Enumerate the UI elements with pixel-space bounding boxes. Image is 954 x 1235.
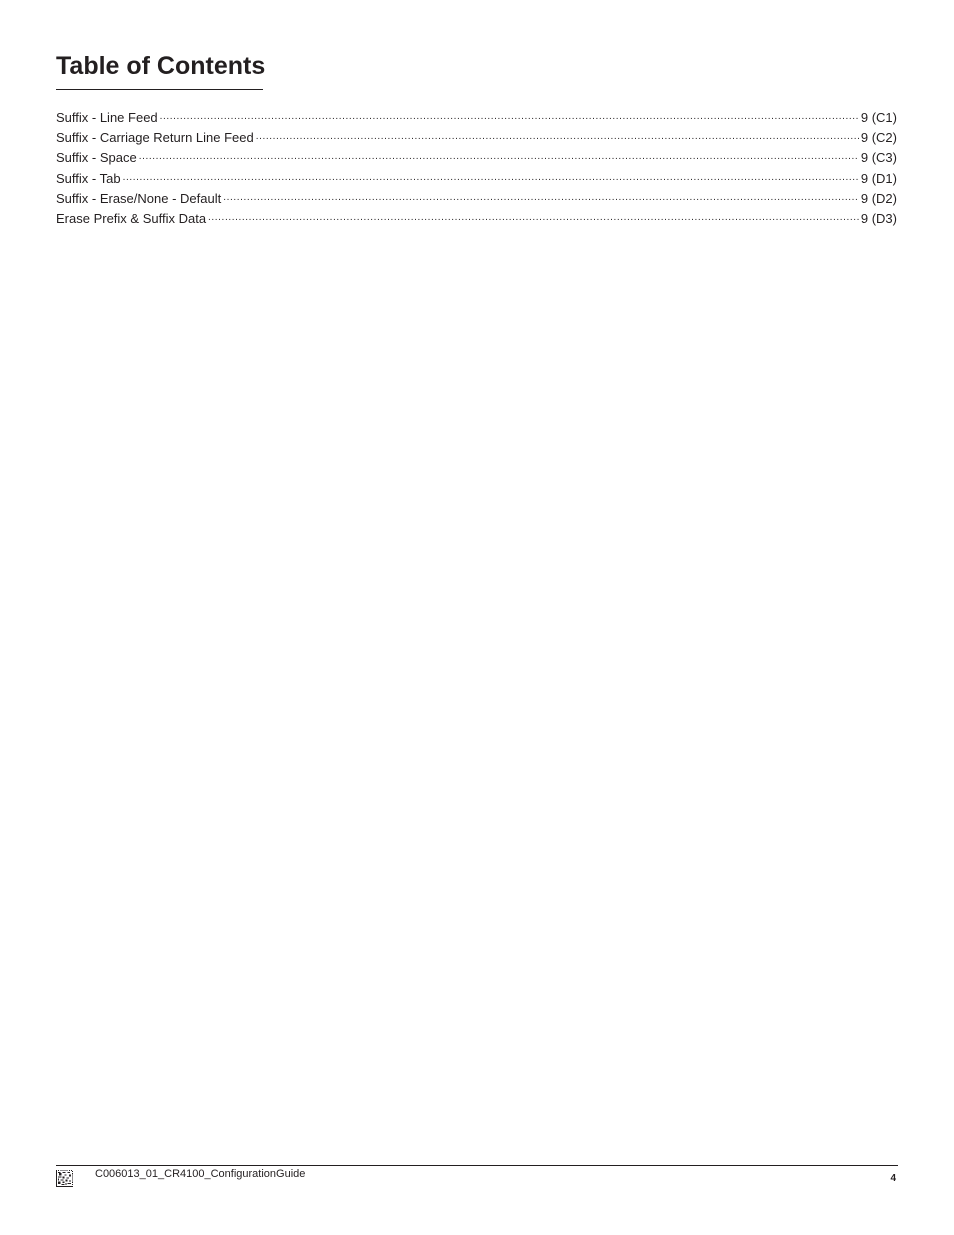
toc-entry-label: Suffix - Space xyxy=(56,150,137,166)
toc-entry[interactable] xyxy=(56,128,897,148)
toc-entry-page: 9 (C3) xyxy=(860,150,897,166)
toc-entry-label: Suffix - Erase/None - Default xyxy=(56,190,222,206)
toc-entry-label: Suffix - Line Feed xyxy=(56,110,158,125)
toc-entry-label: Suffix - Tab xyxy=(56,170,121,186)
footer-divider xyxy=(56,1165,898,1166)
toc-dot-leader xyxy=(139,148,859,159)
toc-dot-leader xyxy=(223,189,859,200)
toc-entry[interactable] xyxy=(56,189,897,209)
toc-list xyxy=(56,108,897,229)
toc-entry-page: 9 (C1) xyxy=(860,110,897,125)
toc-entry-page: 9 (D1) xyxy=(860,170,897,186)
footer-page-number: 4 xyxy=(890,1173,896,1184)
footer-document-id: C006013_01_CR4100_ConfigurationGuide xyxy=(95,1168,306,1180)
toc-entry[interactable] xyxy=(56,169,897,189)
title-underline xyxy=(56,89,263,90)
toc-entry[interactable] xyxy=(56,148,897,168)
toc-dot-leader xyxy=(256,128,859,139)
datamatrix-code-icon xyxy=(56,1170,73,1187)
toc-entry-label: Suffix - Carriage Return Line Feed xyxy=(56,130,254,146)
page-title: Table of Contents xyxy=(56,52,266,80)
toc-dot-leader xyxy=(160,108,859,119)
toc-entry[interactable] xyxy=(56,108,897,128)
toc-entry-page: 9 (D3) xyxy=(860,210,897,226)
toc-entry-page: 9 (C2) xyxy=(860,130,897,146)
toc-dot-leader xyxy=(123,169,859,180)
toc-entry-label: Erase Prefix & Suffix Data xyxy=(56,210,207,226)
toc-entry-page: 9 (D2) xyxy=(860,190,897,206)
toc-entry[interactable] xyxy=(56,209,897,229)
toc-dot-leader xyxy=(208,209,859,220)
